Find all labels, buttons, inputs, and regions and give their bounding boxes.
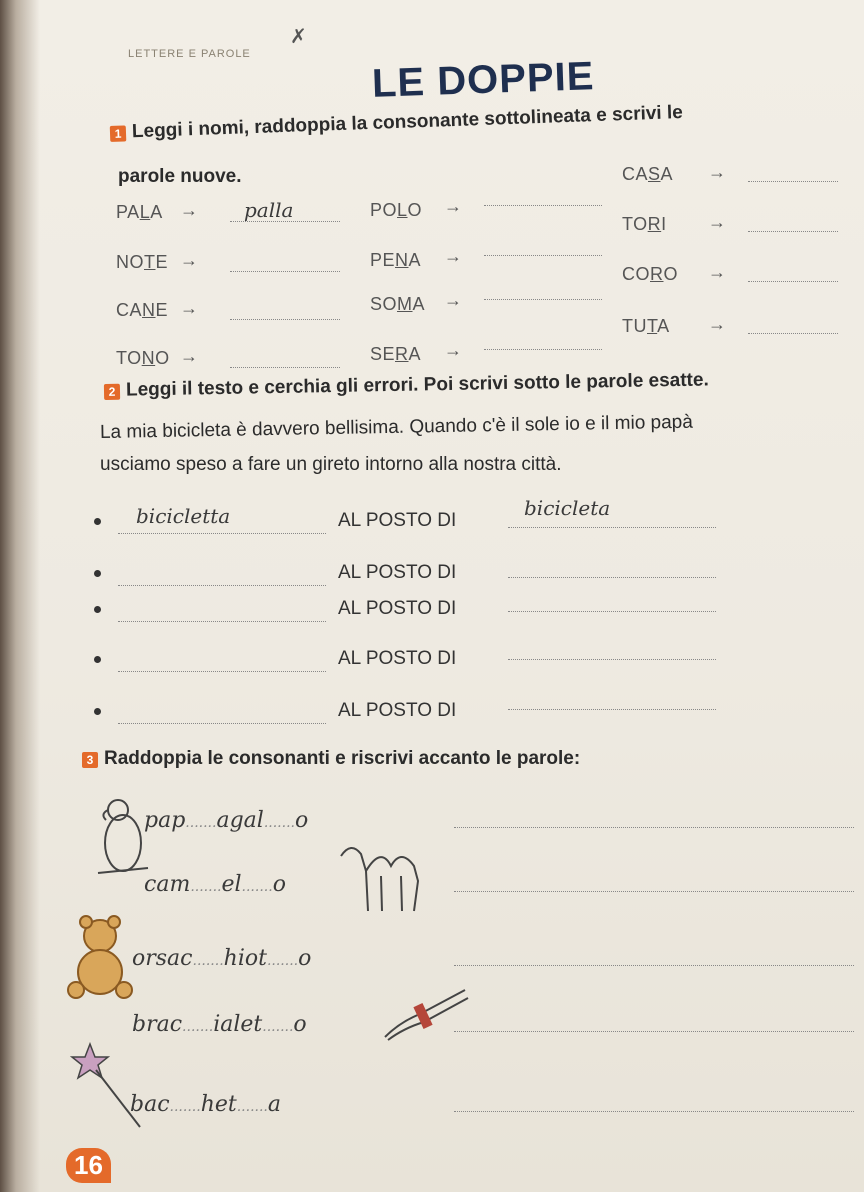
ex3-number: 3 bbox=[82, 752, 98, 768]
ex1-word: TUTA bbox=[622, 316, 670, 336]
ex1-word: PENA bbox=[370, 250, 422, 270]
answer-line[interactable] bbox=[118, 584, 326, 586]
bullet bbox=[94, 518, 101, 525]
answer-line[interactable] bbox=[454, 826, 854, 828]
handwritten-answer: bicicletta bbox=[136, 504, 231, 528]
bullet bbox=[94, 570, 101, 577]
ex3-word: pap.......agal.......o bbox=[144, 808, 309, 833]
al-posto-di-label: AL POSTO DI bbox=[338, 700, 457, 721]
ex1-word: CORO bbox=[622, 264, 679, 284]
arrow-icon: → bbox=[708, 212, 726, 232]
al-posto-di-label: AL POSTO DI bbox=[338, 648, 457, 669]
answer-line[interactable] bbox=[118, 722, 326, 724]
ex3-word: orsac.......hiot.......o bbox=[132, 946, 312, 971]
ex1-word: POLO bbox=[370, 200, 423, 220]
ex1-word: PALA bbox=[116, 202, 163, 222]
page-binding-shadow bbox=[0, 0, 40, 1192]
ex1-word: TORI bbox=[622, 214, 667, 234]
al-posto-di-label: AL POSTO DI bbox=[338, 510, 457, 531]
answer-line[interactable] bbox=[118, 532, 326, 534]
teacher-mark: ✗ bbox=[290, 26, 307, 48]
arrow-icon: → bbox=[180, 200, 198, 220]
arrow-icon: → bbox=[444, 196, 462, 216]
ex1-word: SOMA bbox=[370, 294, 426, 314]
section-header: LETTERE E PAROLE bbox=[128, 48, 251, 60]
parrot-icon bbox=[88, 788, 158, 888]
answer-line[interactable] bbox=[508, 708, 716, 710]
arrow-icon: → bbox=[444, 246, 462, 266]
ex1-number: 1 bbox=[110, 125, 127, 142]
arrow-icon: → bbox=[708, 314, 726, 334]
bullet bbox=[94, 606, 101, 613]
answer-line[interactable] bbox=[748, 230, 838, 232]
answer-line[interactable] bbox=[118, 620, 326, 622]
arrow-icon: → bbox=[444, 290, 462, 310]
answer-line[interactable] bbox=[748, 280, 838, 282]
ex1-word: NOTE bbox=[116, 252, 169, 272]
handwritten-answer: bicicleta bbox=[524, 496, 611, 520]
page-number: 16 bbox=[66, 1148, 111, 1183]
answer-line[interactable] bbox=[454, 964, 854, 966]
answer-line[interactable] bbox=[454, 1110, 854, 1112]
ex1-word: TONO bbox=[116, 348, 170, 368]
answer-line[interactable] bbox=[508, 610, 716, 612]
al-posto-di-label: AL POSTO DI bbox=[338, 598, 457, 619]
ex3-instruction: 3 Raddoppia le consonanti e riscrivi accanto le parole: bbox=[82, 748, 580, 770]
answer-line[interactable] bbox=[508, 526, 716, 528]
arrow-icon: → bbox=[180, 346, 198, 366]
answer-line[interactable] bbox=[230, 270, 340, 272]
arrow-icon: → bbox=[180, 298, 198, 318]
bullet bbox=[94, 656, 101, 663]
bracelet-icon bbox=[380, 982, 470, 1042]
answer-line[interactable] bbox=[508, 576, 716, 578]
arrow-icon: → bbox=[708, 162, 726, 182]
ex2-text-line2: usciamo speso a fare un gireto intorno alla nostra città. bbox=[100, 454, 562, 475]
ex2-text-line1: La mia bicicleta è davvero bellisima. Quando c'è il sole io e il mio papà bbox=[99, 411, 694, 443]
answer-line[interactable] bbox=[748, 180, 838, 182]
arrow-icon: → bbox=[180, 250, 198, 270]
answer-line[interactable] bbox=[454, 1030, 854, 1032]
answer-line[interactable] bbox=[484, 348, 602, 350]
answer-line[interactable] bbox=[484, 204, 602, 206]
camel-icon bbox=[336, 836, 436, 916]
answer-line[interactable] bbox=[508, 658, 716, 660]
ex3-word: brac.......ialet.......o bbox=[132, 1012, 307, 1037]
handwritten-answer: palla bbox=[244, 198, 294, 222]
ex2-instruction: 2 Leggi il testo e cerchia gli errori. Poi scrivi sotto le parole esatte. bbox=[104, 369, 709, 402]
ex1-word: CASA bbox=[622, 164, 674, 184]
ex2-number: 2 bbox=[104, 384, 120, 400]
teddy-bear-icon bbox=[60, 912, 140, 1002]
ex1-word: SERA bbox=[370, 344, 422, 364]
answer-line[interactable] bbox=[230, 318, 340, 320]
answer-line[interactable] bbox=[748, 332, 838, 334]
al-posto-di-label: AL POSTO DI bbox=[338, 562, 457, 583]
arrow-icon: → bbox=[444, 340, 462, 360]
answer-line[interactable] bbox=[118, 670, 326, 672]
answer-line[interactable] bbox=[484, 254, 602, 256]
bullet bbox=[94, 708, 101, 715]
ex1-instruction-2: parole nuove. bbox=[118, 166, 242, 187]
answer-line[interactable] bbox=[484, 298, 602, 300]
ex3-word: cam.......el.......o bbox=[144, 872, 286, 897]
magic-wand-icon bbox=[70, 1042, 150, 1132]
ex1-word: CANE bbox=[116, 300, 169, 320]
ex1-instruction: 1 Leggi i nomi, raddoppia la consonante sottolineata e scrivi le bbox=[110, 102, 684, 144]
answer-line[interactable] bbox=[230, 366, 340, 368]
ex3-word: bac.......het.......a bbox=[130, 1092, 281, 1117]
arrow-icon: → bbox=[708, 262, 726, 282]
answer-line[interactable] bbox=[454, 890, 854, 892]
page-title: LE DOPPIE bbox=[371, 54, 596, 106]
